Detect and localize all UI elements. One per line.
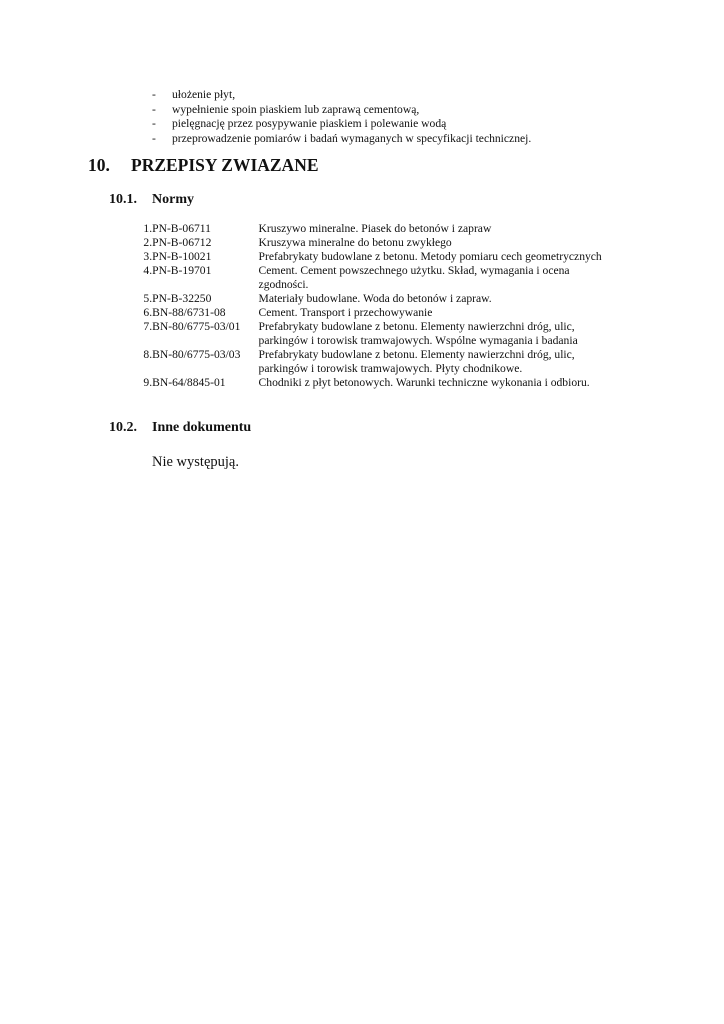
work-scope-list — [152, 88, 531, 146]
subsection-title: Normy — [152, 192, 194, 207]
list-item — [152, 117, 531, 132]
norms-table — [120, 222, 620, 390]
norm-title: Cement. Transport i przechowywanie — [258, 306, 433, 319]
norm-code: PN-B-06712 — [152, 236, 212, 249]
norm-title: Cement. Cement powszechnego użytku. Skład, wymagania i ocena zgodności. — [258, 264, 570, 291]
table-row — [120, 320, 620, 348]
subsection-number: 10.1. — [109, 192, 137, 207]
section-title: PRZEPISY ZWIAZANE — [131, 155, 319, 175]
norm-title: Chodniki z płyt betonowych. Warunki techniczne wykonania i odbioru. — [258, 376, 590, 389]
norm-code: BN-88/6731-08 — [152, 306, 226, 319]
norm-code: BN-80/6775-03/01 — [152, 320, 241, 333]
norm-index: 6. — [143, 306, 153, 319]
norm-title: Materiały budowlane. Woda do betonów i zapraw. — [258, 292, 492, 305]
list-item-text: wypełnienie spoin piaskiem lub zaprawą cementową, — [172, 102, 420, 116]
no-documents-note: Nie występują. — [152, 454, 239, 470]
table-row — [120, 250, 620, 264]
norm-code: PN-B-19701 — [152, 264, 212, 277]
norm-code: PN-B-32250 — [152, 292, 212, 305]
norm-code: PN-B-06711 — [152, 222, 211, 235]
norm-title: Kruszywa mineralne do betonu zwykłego — [258, 236, 452, 249]
bullet-marker: - — [152, 117, 156, 131]
norm-code: BN-80/6775-03/03 — [152, 348, 241, 361]
norm-title: Prefabrykaty budowlane z betonu. Metody pomiaru cech geometrycznych — [258, 250, 602, 263]
norm-index: 7. — [143, 320, 153, 333]
table-row — [120, 292, 620, 306]
norm-code: BN-64/8845-01 — [152, 376, 226, 389]
table-row — [120, 222, 620, 236]
norm-index: 2. — [143, 236, 153, 249]
bullet-marker: - — [152, 88, 156, 101]
bullet-marker: - — [152, 102, 156, 116]
table-row — [120, 376, 620, 390]
norm-index: 4. — [143, 264, 153, 277]
norm-index: 9. — [143, 376, 153, 389]
list-item-text: pielęgnację przez posypywanie piaskiem i polewanie wodą — [172, 117, 447, 131]
bullet-marker: - — [152, 131, 156, 145]
norm-index: 8. — [143, 348, 153, 361]
subsection-title: Inne dokumentu — [152, 420, 252, 435]
norm-index: 1. — [143, 222, 153, 235]
norm-index: 3. — [143, 250, 153, 263]
list-item-text: przeprowadzenie pomiarów i badań wymaganych w specyfikacji technicznej. — [172, 131, 532, 145]
table-row — [120, 236, 620, 250]
section-number: 10. — [88, 155, 110, 175]
subsection-heading-norms — [109, 192, 194, 208]
table-row — [120, 348, 620, 376]
norm-title: Prefabrykaty budowlane z betonu. Elementy nawierzchni dróg, ulic, parkingów i torowisk tramwajowych. Płyty chodnikowe. — [258, 348, 575, 375]
norm-title: Prefabrykaty budowlane z betonu. Elementy nawierzchni dróg, ulic, parkingów i torowisk tramwajowych. Wspólne wymagania i badania — [258, 320, 578, 347]
subsection-number: 10.2. — [109, 420, 137, 435]
list-item — [152, 103, 531, 118]
subsection-heading-other — [109, 420, 251, 436]
list-item-text: ułożenie płyt, — [172, 88, 236, 101]
norm-title: Kruszywo mineralne. Piasek do betonów i zapraw — [258, 222, 492, 235]
norm-code: PN-B-10021 — [152, 250, 212, 263]
list-item — [152, 88, 531, 103]
table-row — [120, 264, 620, 292]
table-row — [120, 306, 620, 320]
section-heading — [88, 155, 319, 175]
list-item — [152, 132, 531, 147]
norm-index: 5. — [143, 292, 153, 305]
